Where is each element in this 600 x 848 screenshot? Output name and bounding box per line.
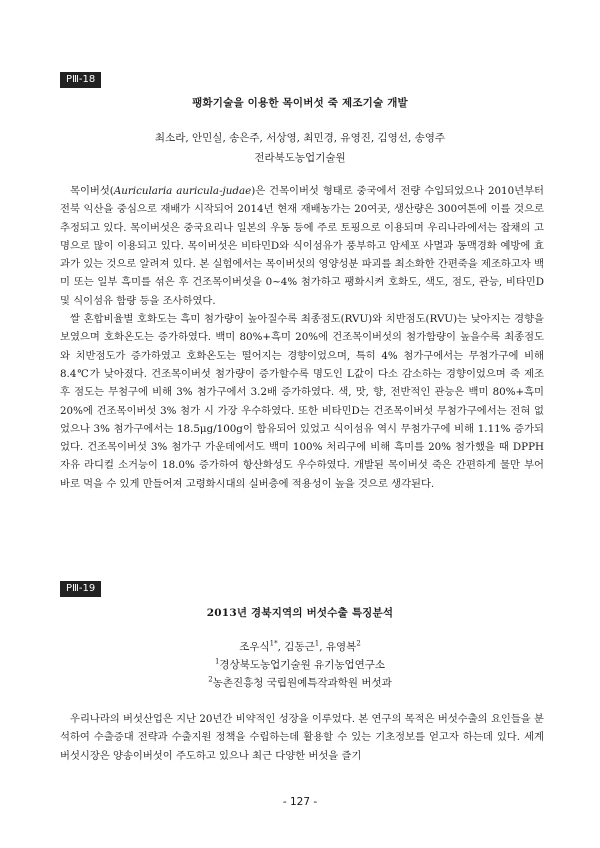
abstract-body xyxy=(60,710,544,765)
abstract-title: 팽화기술을 이용한 목이버섯 죽 제조기술 개발 xyxy=(192,97,408,109)
affiliation xyxy=(60,675,540,690)
affiliation-text: 경상북도농업기술원 유기농업연구소 xyxy=(219,659,386,671)
abstract-paragraph xyxy=(60,182,544,310)
author-marker: 1 xyxy=(314,639,320,648)
author-list: 조우식$^{1*}$, 김동근$^1$, 유영복$^2$ xyxy=(239,639,361,653)
abstract-body xyxy=(60,182,544,493)
author-list: 최소라, 안민실, 송은주, 서상영, 최민경, 유영진, 김영선, 송영주 xyxy=(154,132,446,144)
abstract-code-badge: PⅢ-18 xyxy=(60,72,101,88)
abstract-paragraph: 쌀 혼합비율별 호화도는 흑미 첨가량이 높아질수록 최종점도(RVU)와 치반점도(RVU)는 낮아지는 경향을 보였으며 호화온도는 증가하였다. 백미 80%+흑미 20%에 건조목이버섯의 첨가함량이 높을수록 최종점도와 치반점도가 증가하였고 호화온도는 떨어지는 경향이었으며, 특히 4% 첨가구에서는 무첨가구에 비해 8.4℃가 낮아졌다. 건조목이버섯 첨가량이 증가할수록 명도인 L값이 다소 감소하는 경향이었으며 죽 제조 후 점도는 무첨구에 비해 3% 첨가구에서 3.2배 증가하였다. 색, 맛, 향, 전반적인 관능은 백미 80%+흑미 20%에 건조목이버섯 3% 첨가 시 가장 우수하였다. 또한 비타민D는 건조목이버섯 무첨가구에서는 전혀 없었으나 3% 첨가구에서는 18.5μg/100g이 함유되어 있었고 식이섬유 역시 무첨가구에 비해 1.11% 증가되었다. 건조목이버섯 3% 첨가구 가운데에서도 백미 100% 처리구에 비해 흑미를 20% 첨가했을 때 DPPH 자유 라디컬 소거능이 18.0% 증가하여 항산화성도 우수하였다. 개발된 목이버섯 죽은 간편하게 물만 부어 바로 먹을 수 있게 만들어져 고령화시대의 실버층에 적용성이 높을 것으로 생각된다. xyxy=(60,313,544,490)
scientific-name: Auricularia auricula-judae xyxy=(113,185,252,197)
affiliation-marker: 1 xyxy=(214,657,220,666)
abstract-title: 2013년 경북지역의 버섯수출 특징분석 xyxy=(206,607,394,619)
affiliation-marker: 2 xyxy=(208,675,213,684)
affiliation-text: 농촌진흥청 국립원예특작과학원 버섯과 xyxy=(212,677,392,689)
affiliation xyxy=(60,657,540,672)
affiliation: 전라북도농업기술원 xyxy=(254,152,346,164)
page-number: - 127 - xyxy=(282,796,318,808)
author-name: 유영복 xyxy=(325,641,357,653)
abstract-paragraph: 우리나라의 버섯산업은 지난 20년간 비약적인 성장을 이루었다. 본 연구의 목적은 버섯수출의 요인들을 분석하여 수출증대 전략과 수출지원 정책을 수립하는데 활용할 수 있는 기초정보를 얻고자 하는데 있다. 세계 버섯시장은 양송이버섯이 주도하고 있으나 최근 다양한 버섯을 즐기 xyxy=(60,713,544,762)
abstract-code-badge: PⅢ-19 xyxy=(60,581,101,597)
author-name: 김동근 xyxy=(284,641,315,653)
author-name: 조우식 xyxy=(239,641,270,653)
author-marker: 2 xyxy=(356,639,361,648)
author-marker: 1* xyxy=(269,639,278,648)
paragraph-text: 목이버섯( xyxy=(70,185,114,197)
paragraph-text: )은 건목이버섯 형태로 중국에서 전량 수입되었으나 2010년부터 전북 익산을 중심으로 재배가 시작되어 2014년 현재 재배농가는 20여곳, 생산량은 300여톤에 이를 것으로 추정되고 있다. 목이버섯은 중국요리나 일본의 우동 등에 주로 토핑으로 이용되며 우리나라에서는 잡채의 고명으로 많이 이용되고 있다. 목이버섯은 비타민D와 식이섬유가 풍부하고 암세포 사멸과 동맥경화 예방에 효과가 있는 것으로 알려져 있다. 본 실험에서는 목이버섯의 영양성분 파괴를 최소화한 간편죽을 제조하고자 백미 또는 일부 흑미를 섞은 후 건조목이버섯을 0~4% 첨가하고 팽화시켜 호화도, 색도, 점도, 관능, 비타민D 및 식이섬유 함량 등을 조사하였다. xyxy=(60,185,544,307)
